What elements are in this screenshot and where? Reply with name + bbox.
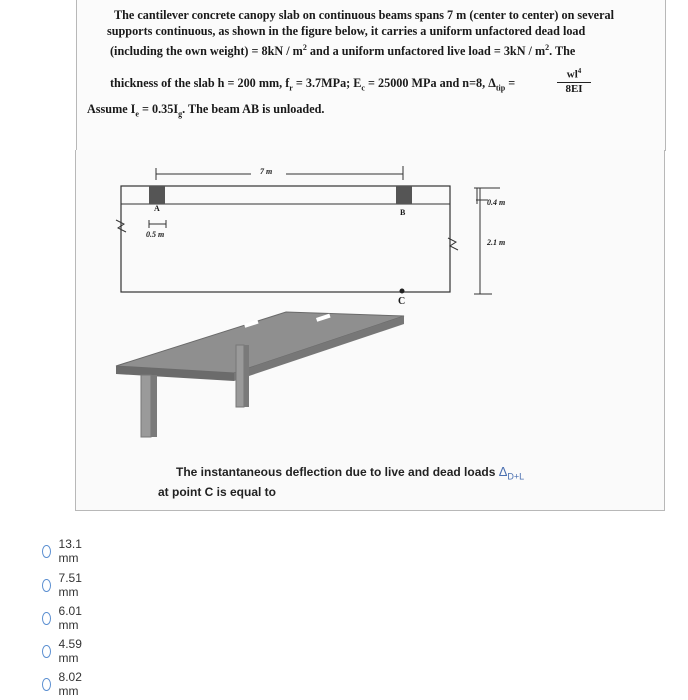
radio-icon[interactable]: [42, 612, 51, 625]
option-label: 7.51 mm: [58, 571, 82, 599]
figure-panel: [75, 150, 665, 511]
question-text-line-1: The instantaneous deflection due to live and dead loads $\Delta_{D+L}$: [176, 464, 525, 482]
radio-icon[interactable]: [42, 545, 51, 558]
canopy-column-front: [141, 375, 151, 437]
option-2[interactable]: [42, 571, 86, 599]
problem-line-3: (including the own weight) = $8kN / m^2$ and a uniform unfactored live load = $3kN / m^2$. The: [110, 43, 576, 59]
option-4[interactable]: [42, 637, 86, 665]
option-5[interactable]: [42, 670, 86, 698]
tip-deflection-fraction: $wl^4$ 8EI: [557, 64, 591, 96]
radio-icon[interactable]: [42, 678, 51, 691]
problem-statement-box: [76, 0, 666, 151]
dim-05-label: 0.5 m: [146, 230, 165, 239]
column-b: [396, 186, 412, 204]
canopy-column-front-side: [151, 375, 157, 437]
option-label: 8.02 mm: [58, 670, 82, 698]
dim-04-label: 0.4 m: [487, 198, 506, 207]
canopy-column-back: [236, 345, 244, 407]
label-c: C: [398, 296, 406, 307]
canopy-column-back-side: [244, 345, 249, 407]
point-c-marker: [400, 289, 405, 294]
dim-21-label: 2.1 m: [487, 238, 506, 247]
question-text-line-2: at point C is equal to: [158, 485, 277, 499]
canopy-slab-top: [116, 312, 404, 373]
option-label: 6.01 mm: [58, 604, 82, 632]
radio-icon[interactable]: [42, 579, 51, 592]
problem-line-1: The cantilever concrete canopy slab on continuous beams spans 7 m (center to center) on several: [114, 8, 614, 22]
problem-line-5: Assume $I_e = 0.35I_g$. The beam AB is unloaded.: [87, 102, 325, 119]
plan-diagram: [76, 150, 664, 510]
radio-icon[interactable]: [42, 645, 51, 658]
problem-line-2: supports continuous, as shown in the figure below, it carries a uniform unfactored dead load: [107, 24, 586, 38]
option-1[interactable]: [42, 537, 86, 565]
column-a: [149, 186, 165, 204]
option-3[interactable]: [42, 604, 86, 632]
label-a: A: [154, 204, 160, 213]
option-label: 4.59 mm: [58, 637, 82, 665]
span-dimension: [156, 166, 403, 180]
problem-line-4: thickness of the slab h = 200 mm, $f_r = 3.7MPa$; $E_c = 25000$ MPa and n=8, $\Delta_{tip}$ =: [110, 76, 516, 93]
label-b: B: [400, 208, 406, 217]
option-label: 13.1 mm: [58, 537, 82, 565]
span-label: 7 m: [260, 167, 273, 176]
